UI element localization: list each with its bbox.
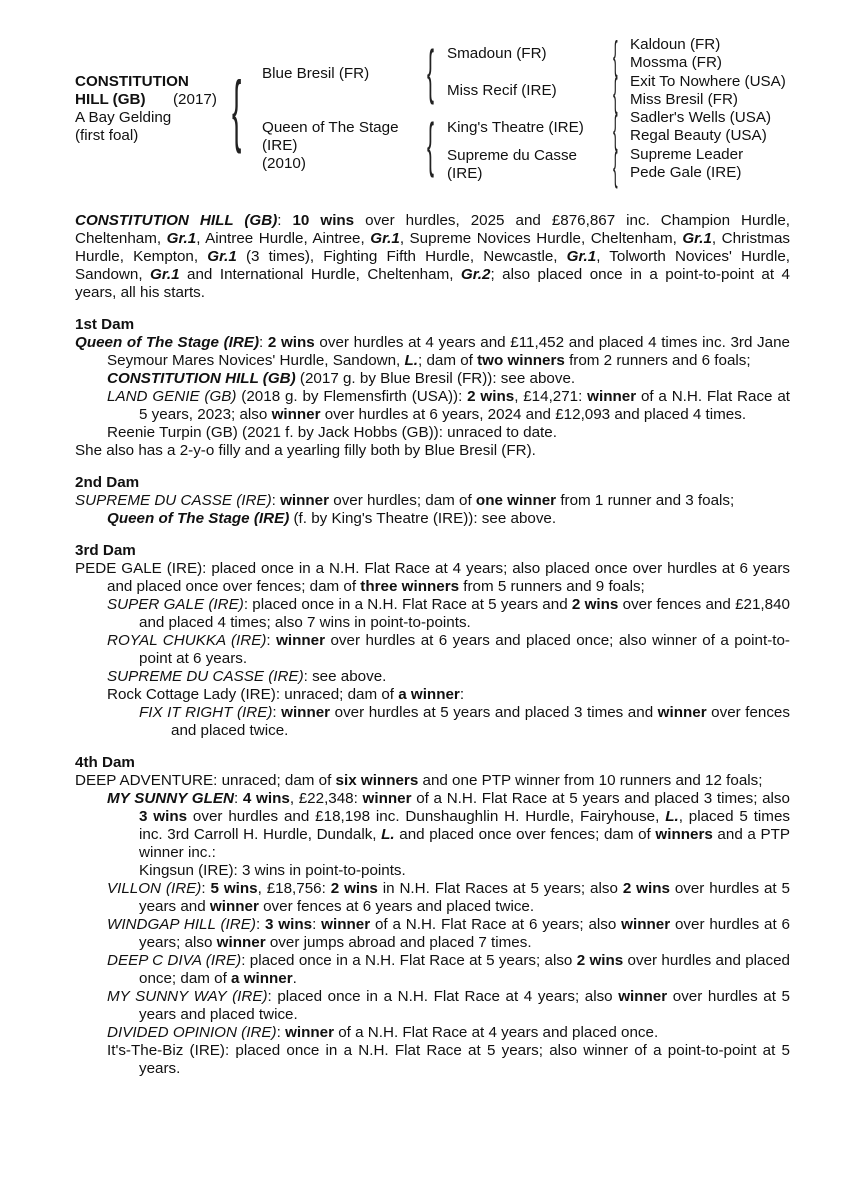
catalogue-page-body [75, 212, 790, 1078]
dam-dam-line1: Supreme du Casse [447, 147, 578, 164]
offspring-text: (2017 g. by Blue Bresil (FR)): see above. [295, 370, 576, 387]
intro-paragraph: CONSTITUTION HILL (GB): 10 wins over hurdles, 2025 and £876,867 inc. Champion Hurdle, Cheltenham, Gr.1, Aintree Hurdle, Aintree, Gr.1, Supreme Novices Hurdle, Cheltenham, Gr.1, Christmas Hurdle, Kempton, Gr.1 (3 times), Fighting Fifth Hurdle, Newcastle, Gr.1, Tolworth Novices' Hurdle, Sandown, Gr.1 and International Hurdle, Cheltenham, Gr.2; also placed once in a point-to-point at 4 years, all his starts. [75, 212, 791, 301]
sire-sire-dam: Mossma (FR) [630, 54, 722, 71]
offspring-winner: winner [621, 916, 671, 933]
offspring-text: of a N.H. Flat Race at 5 years, 2023; also [139, 388, 790, 423]
grade-badge: Gr.2 [460, 266, 491, 283]
offspring-text: : [459, 686, 465, 703]
offspring-text: : placed once in a N.H. Flat Race at 5 years; also [241, 952, 577, 969]
dam4-offspring-4 [75, 952, 790, 988]
offspring-name: DEEP C DIVA (IRE) [107, 952, 242, 969]
offspring-winner: winner [281, 704, 331, 721]
offspring-text: over fences and placed twice. [171, 704, 790, 739]
section-heading: 2nd Dam [75, 474, 140, 491]
offspring-name: CONSTITUTION HILL (GB) [107, 370, 296, 387]
offspring-text: of a N.H. Flat Race at 4 years and placed once. [334, 1024, 659, 1041]
dam4-text: and one PTP winner from 10 runners and 12 foals; [418, 772, 763, 789]
offspring-text: of a N.H. Flat Race at 6 years; also [370, 916, 622, 933]
dam4-offspring-2 [75, 880, 790, 916]
offspring-text: over hurdles at 6 years and placed once; also winner of a point-to-point at 6 years. [139, 632, 790, 667]
dam4-grand-offspring-1: Kingsun (IRE): 3 wins in point-to-points. [139, 862, 406, 879]
dam1-name: Queen of The Stage (IRE) [75, 334, 260, 351]
grade-badge: Gr.1 [207, 248, 237, 265]
dam3-summary [75, 560, 790, 596]
dam-dam-line2: (IRE) [447, 165, 483, 182]
offspring-text: over jumps abroad and placed 7 times. [265, 934, 532, 951]
brace-ss: { [613, 34, 618, 78]
dam-line1: Queen of The Stage [262, 119, 399, 136]
section-4th-dam [75, 754, 790, 1078]
offspring-winner: winner [209, 898, 259, 915]
offspring-name: MY SUNNY GLEN [107, 790, 234, 807]
offspring-text: (f. by King's Theatre (IRE)): see above. [289, 510, 557, 527]
dam-sire: King's Theatre (IRE) [447, 119, 584, 136]
offspring-name: SUPREME DU CASSE (IRE) [107, 668, 304, 685]
listed-badge: L. [404, 352, 418, 369]
brace-sd: { [613, 71, 618, 115]
offspring-winner: winner [285, 1024, 335, 1041]
offspring-winner: winner [321, 916, 371, 933]
dam-dam-sire: Supreme Leader [630, 146, 744, 163]
section-2nd-dam [75, 474, 790, 528]
offspring-text: over fences and £21,840 and placed 4 times; also 7 wins in point-to-points. [139, 596, 790, 631]
dam1-winners: two winners [477, 352, 565, 369]
dam4-offspring-7: It's-The-Biz (IRE): placed once in a N.H. Flat Race at 5 years; also winner of a point-to-point at 5 years. [107, 1042, 790, 1077]
offspring-wins: 2 wins [571, 596, 619, 613]
dam1-offspring-2 [75, 388, 790, 424]
intro-text: and International Hurdle, Cheltenham, [179, 266, 461, 283]
offspring-text: : placed once in a N.H. Flat Race at 4 years; also [267, 988, 619, 1005]
dam2-name: SUPREME DU CASSE (IRE) [75, 492, 272, 509]
offspring-winner: winner [362, 790, 412, 807]
grade-badge: Gr.1 [682, 230, 712, 247]
intro-horse-name: CONSTITUTION HILL (GB) [75, 212, 278, 229]
brace-dd: { [613, 145, 618, 189]
dam2-text: from 1 runner and 3 foals; [556, 492, 735, 509]
intro-text: (3 times), Fighting Fifth Hurdle, Newcastle, [236, 248, 567, 265]
offspring-winner: winner [618, 988, 668, 1005]
brace-dam: { [427, 111, 435, 178]
dam-sire-dam: Regal Beauty (USA) [630, 127, 767, 144]
brace-sire: { [427, 38, 435, 105]
offspring-text: over hurdles at 5 years and placed 3 times and [330, 704, 658, 721]
offspring-winner: winner [216, 934, 266, 951]
dam1-also-note: She also has a 2-y-o filly and a yearling filly both by Blue Bresil (FR). [75, 442, 536, 459]
dam3-text: PEDE GALE (IRE): placed once in a N.H. Flat Race at 4 years; also placed once over hurdles at 6 years and placed once over fences; dam of [75, 560, 790, 595]
offspring-text: : [276, 1024, 286, 1041]
offspring-name: ROYAL CHUKKA (IRE) [107, 632, 267, 649]
sire-dam-dam: Miss Bresil (FR) [630, 91, 738, 108]
brace-ds: { [613, 108, 618, 152]
offspring-winner: a winner [398, 686, 460, 703]
offspring-text: : [312, 916, 322, 933]
intro-text: over hurdles, 2025 and £876,867 inc. Champion Hurdle, Cheltenham, [75, 212, 790, 247]
section-heading: 1st Dam [75, 316, 135, 333]
dam-dam-dam: Pede Gale (IRE) [630, 164, 742, 181]
offspring-text: over hurdles at 5 years and [139, 880, 790, 915]
offspring-name: VILLON (IRE) [107, 880, 202, 897]
dam2-winners: one winner [475, 492, 557, 509]
intro-text: , Tolworth Novices' Hurdle, Sandown, [75, 248, 791, 283]
grade-badge: Gr.1 [370, 230, 400, 247]
dam4-offspring-1 [75, 790, 790, 862]
dam4-text: DEEP ADVENTURE: unraced; dam of [75, 772, 336, 789]
offspring-text: : [255, 916, 266, 933]
offspring-text: : [266, 632, 277, 649]
offspring-text: (2018 g. by Flemensfirth (USA)): [236, 388, 468, 405]
offspring-text: Rock Cottage Lady (IRE): unraced; dam of [107, 686, 399, 703]
listed-badge: L. [665, 808, 679, 825]
offspring-winner: a winner [231, 970, 293, 987]
section-heading: 3rd Dam [75, 542, 136, 559]
offspring-winners: winners [655, 826, 713, 843]
section-1st-dam [75, 316, 790, 460]
pedigree-table [0, 0, 868, 200]
grade-badge: Gr.1 [566, 248, 597, 265]
dam-sire-sire: Sadler's Wells (USA) [630, 109, 772, 126]
dam3-offspring-4 [75, 686, 790, 704]
dam2-offspring-1 [75, 510, 790, 528]
brace-gen1: { [232, 65, 242, 154]
intro-text: , Christmas Hurdle, Kempton, [75, 230, 790, 265]
dam3-winners: three winners [360, 578, 460, 595]
intro-text: , Supreme Novices Hurdle, Cheltenham, [399, 230, 683, 247]
offspring-name: DIVIDED OPINION (IRE) [107, 1024, 277, 1041]
sire-dam-sire: Exit To Nowhere (USA) [630, 73, 786, 90]
sire: Blue Bresil (FR) [262, 65, 370, 82]
offspring-text: and a PTP winner inc.: [139, 826, 791, 861]
dam-line3: (2010) [262, 155, 306, 172]
offspring-wins: 2 wins [576, 952, 624, 969]
dam2-winner: winner [280, 492, 330, 509]
sire-dam: Miss Recif (IRE) [447, 82, 557, 99]
dam4-offspring-6 [75, 1024, 790, 1042]
dam3-grand-offspring-1 [75, 704, 790, 740]
offspring-text: over hurdles at 6 years, 2024 and £12,093 and placed 4 times. [320, 406, 747, 423]
offspring-winner: winner [276, 632, 326, 649]
dam4-offspring-3 [75, 916, 790, 952]
offspring-name: SUPER GALE (IRE) [107, 596, 244, 613]
horse-name: CONSTITUTION HILL (GB) [75, 73, 189, 108]
offspring-name: FIX IT RIGHT (IRE) [139, 704, 273, 721]
offspring-winner: winner [587, 388, 637, 405]
offspring-wins: 2 wins [467, 388, 515, 405]
dam3-text: from 5 runners and 9 foals; [459, 578, 645, 595]
offspring-text: over hurdles at 6 years; also [139, 916, 790, 951]
dam1-offspring-1 [75, 370, 790, 388]
dam4-summary [75, 772, 790, 790]
offspring-wins: 2 wins [622, 880, 670, 897]
offspring-text: : [233, 790, 243, 807]
dam4-offspring-5 [75, 988, 790, 1024]
offspring-text: : [272, 704, 282, 721]
dam1-text: from 2 runners and 6 foals; [564, 352, 751, 369]
offspring-text: , £22,348: [289, 790, 363, 807]
dam3-offspring-1 [75, 596, 790, 632]
horse-foal-note: (first foal) [75, 127, 139, 144]
sire-sire-sire: Kaldoun (FR) [630, 36, 721, 53]
offspring-name: MY SUNNY WAY (IRE) [107, 988, 268, 1005]
offspring-text: and placed once over fences; dam of [394, 826, 656, 843]
dam1-wins: 2 wins [267, 334, 315, 351]
horse-year: (2017) [173, 91, 217, 108]
dam4-winners: six winners [335, 772, 419, 789]
horse-description: A Bay Gelding [75, 109, 172, 126]
offspring-text: : placed once in a N.H. Flat Race at 5 years and [243, 596, 572, 613]
offspring-text: , £14,271: [514, 388, 588, 405]
offspring-winner: winner [271, 406, 321, 423]
grade-badge: Gr.1 [150, 266, 180, 283]
offspring-name: Queen of The Stage (IRE) [107, 510, 290, 527]
dam1-summary: Queen of The Stage (IRE): 2 wins over hurdles at 4 years and £11,452 and placed 4 times inc. 3rd Jane Seymour Mares Novices' Hurdle, Sandown, L.; dam of two winners from 2 runners and 6 foals; [75, 334, 790, 369]
offspring-text: : see above. [303, 668, 387, 685]
grade-badge: Gr.1 [166, 230, 197, 247]
dam2-text: over hurdles; dam of [329, 492, 476, 509]
offspring-wins: 4 wins [242, 790, 290, 807]
dam1-text: ; dam of [418, 352, 478, 369]
offspring-text: over hurdles at 5 years and placed twice. [139, 988, 790, 1023]
offspring-text: : [201, 880, 211, 897]
offspring-wins: 2 wins [330, 880, 378, 897]
section-3rd-dam [75, 542, 790, 740]
dam1-offspring-3: Reenie Turpin (GB) (2021 f. by Jack Hobbs (GB)): unraced to date. [107, 424, 557, 441]
offspring-wins: 3 wins [139, 808, 188, 825]
intro-text: , Aintree Hurdle, Aintree, [196, 230, 371, 247]
offspring-text: , placed 5 times inc. 3rd Carroll H. Hurdle, Dundalk, [139, 808, 790, 843]
offspring-text: in N.H. Flat Races at 5 years; also [377, 880, 623, 897]
offspring-wins: 5 wins [210, 880, 258, 897]
intro-text: ; also placed once in a point-to-point at 4 years, all his starts. [75, 266, 790, 301]
offspring-text: over fences at 6 years and placed twice. [258, 898, 535, 915]
offspring-name: WINDGAP HILL (IRE) [107, 916, 256, 933]
listed-badge: L. [381, 826, 395, 843]
section-heading: 4th Dam [75, 754, 135, 771]
dam3-offspring-3 [75, 668, 790, 686]
sire-sire: Smadoun (FR) [447, 45, 547, 62]
dam1-text: over hurdles at 4 years and £11,452 and placed 4 times inc. 3rd Jane Seymour Mares Novices' Hurdle, Sandown, [107, 334, 790, 369]
offspring-wins: 3 wins [265, 916, 313, 933]
offspring-name: LAND GENIE (GB) [107, 388, 237, 405]
offspring-text: of a N.H. Flat Race at 5 years and placed 3 times; also [411, 790, 790, 807]
dam2-text: : [271, 492, 281, 509]
offspring-text: over hurdles and £18,198 inc. Dunshaughlin H. Hurdle, Fairyhouse, [187, 808, 666, 825]
dam-line2: (IRE) [262, 137, 298, 154]
offspring-text: over hurdles and placed once; dam of [139, 952, 790, 987]
offspring-text: , £18,756: [257, 880, 331, 897]
dam2-summary [75, 492, 790, 510]
dam3-offspring-2 [75, 632, 790, 668]
intro-wins: 10 wins [292, 212, 355, 229]
offspring-winner: winner [657, 704, 707, 721]
offspring-text: . [292, 970, 297, 987]
